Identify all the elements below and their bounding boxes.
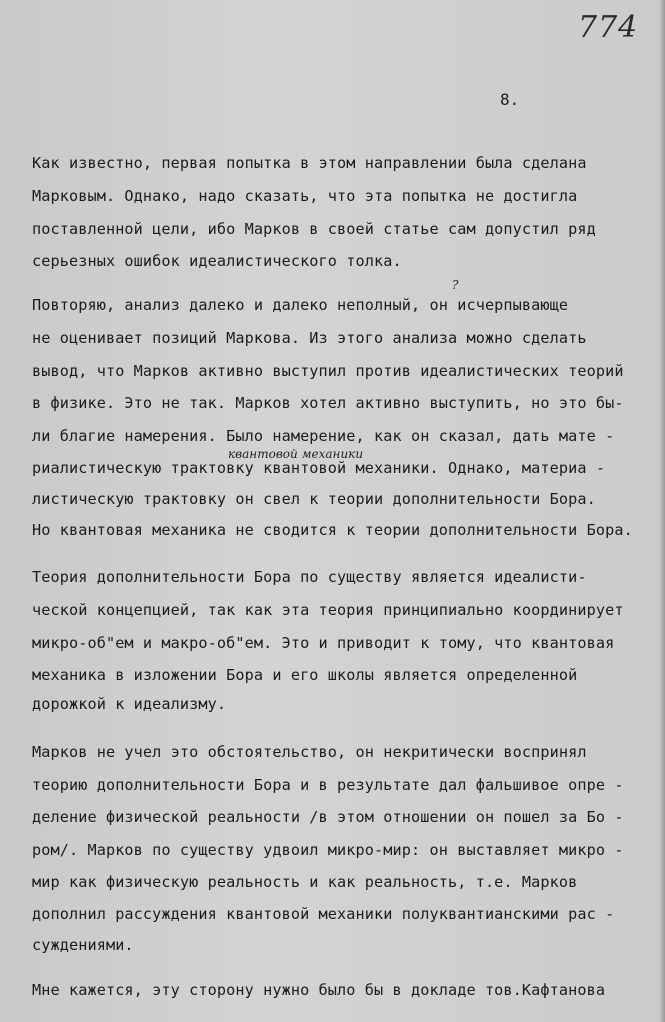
text-line: Но квантовая механика не сводится к теории дополнительности Бора.	[32, 521, 633, 539]
text-line: поставленной цели, ибо Марков в своей статье сам допустил ряд	[32, 220, 596, 238]
text-line: серьезных ошибок идеалистического толка.	[32, 252, 402, 270]
archive-page-number: 774	[578, 10, 639, 45]
text-line: микро-об"ем и макро-об"ем. Это и приводит к тому, что квантовая	[32, 634, 615, 652]
text-line: Марков не учел это обстоятельство, он некритически воспринял	[32, 743, 587, 761]
text-line: ром/. Марков по существу удвоил микро-мир: он выставляет микро -	[32, 841, 624, 859]
text-line: не оценивает позиций Маркова. Из этого анализа можно сделать	[32, 329, 587, 347]
handwritten-insertion: квантовой механики	[228, 447, 364, 461]
text-line: Повторяю, анализ далеко и далеко неполный, он исчерпывающе	[32, 296, 569, 314]
text-line: механика в изложении Бора и его школы является определенной	[32, 666, 578, 684]
text-line: Как известно, первая попытка в этом направлении была сделана	[32, 154, 587, 172]
text-line: теорию дополнительности Бора и в результате дал фальшивое опре -	[32, 776, 624, 794]
text-line: Теория дополнительности Бора по существу является идеалисти-	[32, 568, 587, 586]
text-line: деление физической реальности /в этом отношении он пошел за Бо -	[32, 808, 624, 826]
text-line: в физике. Это не так. Марков хотел активно выступить, но это бы-	[32, 394, 624, 412]
handwritten-question-mark: ?	[452, 278, 459, 292]
text-line: Мне кажется, эту сторону нужно было бы в докладе тов.Кафтанова	[32, 981, 606, 999]
text-line: вывод, что Марков активно выступил против идеалистических теорий	[32, 362, 624, 380]
text-line: дополнил рассуждения квантовой механики полуквантианскими рас -	[32, 905, 615, 923]
text-line: мир как физическую реальность и как реальность, т.е. Марков	[32, 873, 578, 891]
scan-edge-shadow	[659, 0, 665, 1022]
text-line: ческой концепцией, так как эта теория принципиально координирует	[32, 601, 624, 619]
text-line: листическую трактовку он свел к теории дополнительности Бора.	[32, 490, 596, 508]
text-line: ли благие намерения. Было намерение, как он сказал, дать мате -	[32, 427, 615, 445]
text-line: суждениями.	[32, 936, 134, 954]
text-line: риалистическую трактовку квантовой механики. Однако, материа -	[32, 459, 606, 477]
page-number: 8.	[500, 90, 520, 109]
text-line: дорожкой к идеализму.	[32, 695, 227, 713]
text-line: Марковым. Однако, надо сказать, что эта попытка не достигла	[32, 187, 578, 205]
